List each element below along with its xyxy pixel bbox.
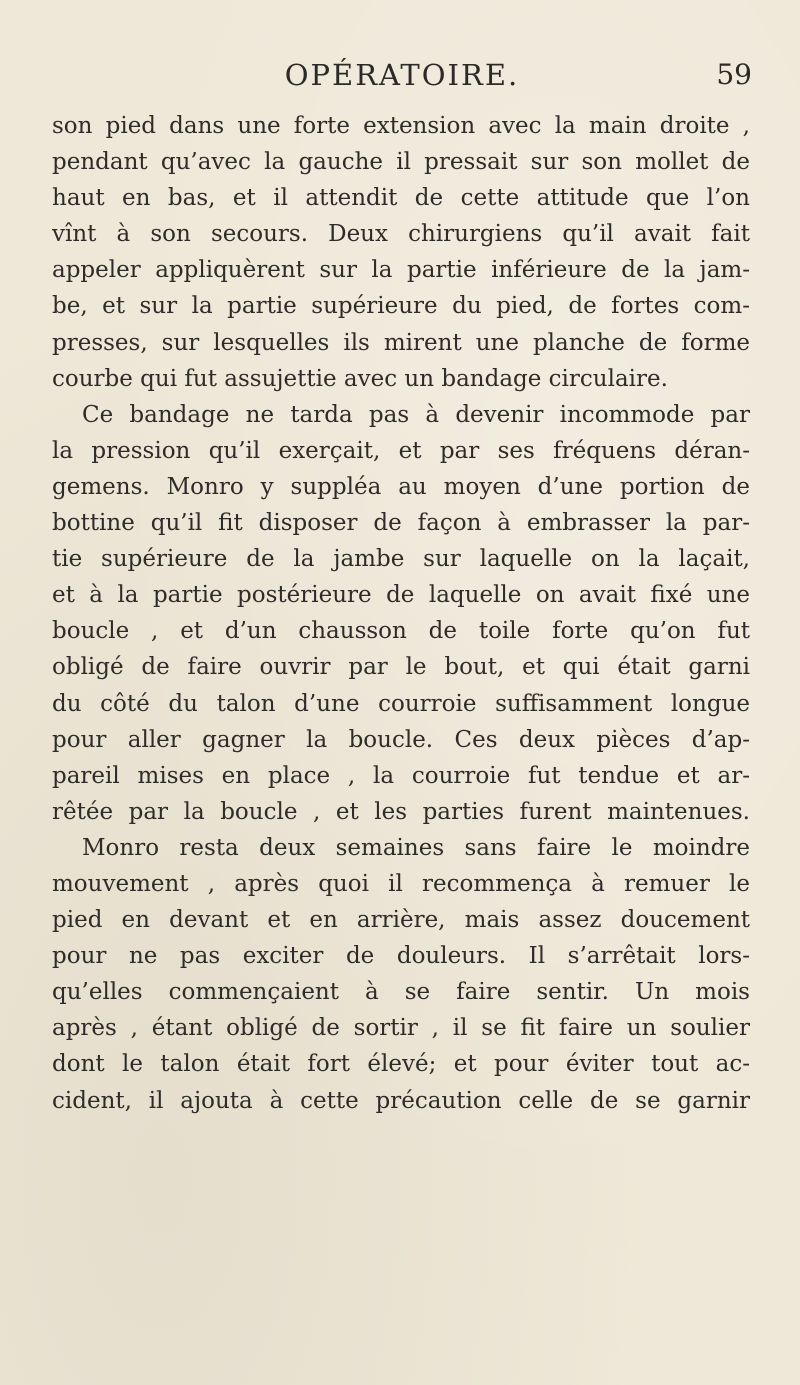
text-line: mouvement , après quoi il recommença à remuer le [52,870,750,897]
text-line: la pression qu’il exerçait, et par ses fréquens déran- [52,437,750,464]
text-line: Ce bandage ne tarda pas à devenir incommode par [82,401,750,428]
text-line: courbe qui fut assujettie avec un bandage circulaire. [52,365,668,392]
body-text [52,108,750,1119]
text-line: presses, sur lesquelles ils mirent une planche de forme [52,329,750,356]
page-number: 59 [716,58,752,91]
text-line: pour ne pas exciter de douleurs. Il s’arrêtait lors- [52,943,750,970]
text-line: pareil mises en place , la courroie fut tendue et ar- [52,762,750,789]
text-line: pied en devant et en arrière, mais assez doucement [52,907,750,934]
text-line: bottine qu’il fit disposer de façon à embrasser la par- [52,510,750,537]
text-line: vînt à son secours. Deux chirurgiens qu’il avait fait [52,221,750,248]
text-line: dont le talon était fort élevé; et pour éviter tout ac- [52,1051,750,1078]
text-line: tie supérieure de la jambe sur laquelle on la laçait, [52,546,750,573]
text-line: et à la partie postérieure de laquelle on avait fixé une [52,582,750,609]
text-line: gemens. Monro y suppléa au moyen d’une portion de [52,473,750,500]
text-line: be, et sur la partie supérieure du pied, de fortes com- [52,293,750,320]
text-line: boucle , et d’un chausson de toile forte qu’on fut [52,618,750,645]
running-title: OPÉRATOIRE. [284,58,520,92]
page-header [52,58,752,98]
text-line: son pied dans une forte extension avec la main droite , [52,113,750,139]
text-line: rêtée par la boucle , et les parties furent maintenues. [52,798,750,825]
text-line: pour aller gagner la boucle. Ces deux pièces d’ap- [52,726,750,753]
text-line: appeler appliquèrent sur la partie inférieure de la jam- [52,257,750,284]
text-line: pendant qu’avec la gauche il pressait sur son mollet de [52,149,750,176]
text-line: obligé de faire ouvrir par le bout, et qui était garni [52,654,750,681]
text-line: après , étant obligé de sortir , il se fit faire un soulier [52,1015,750,1042]
text-line: du côté du talon d’une courroie suffisamment longue [52,690,750,717]
text-line: qu’elles commençaient à se faire sentir. Un mois [52,979,750,1006]
text-line: haut en bas, et il attendit de cette attitude que l’on [52,185,750,212]
text-line: Monro resta deux semaines sans faire le moindre [82,834,750,861]
text-line: cident, il ajouta à cette précaution celle de se garnir [52,1087,750,1114]
